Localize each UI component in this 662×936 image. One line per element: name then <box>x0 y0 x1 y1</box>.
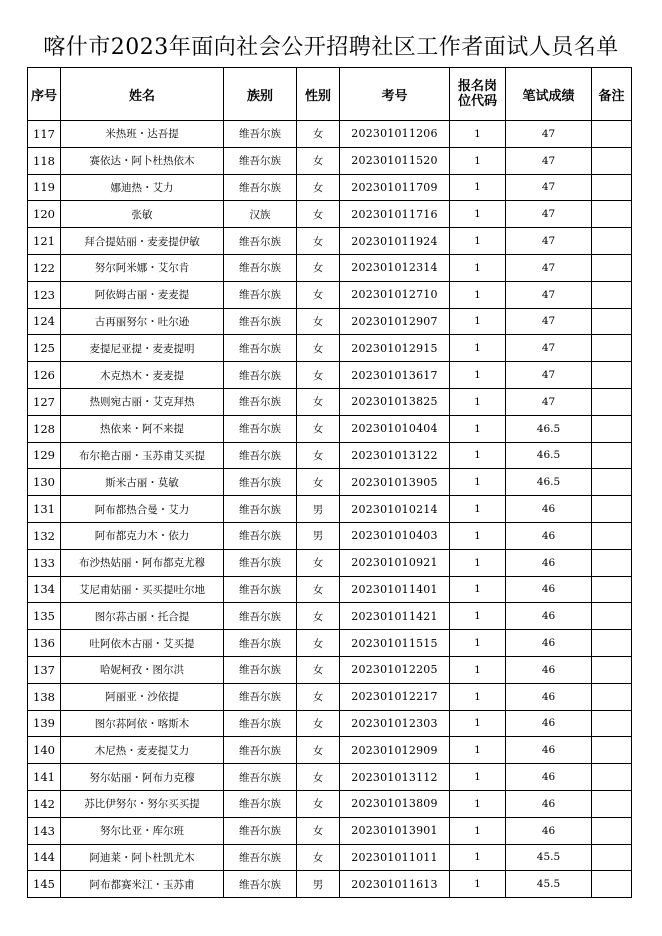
cell-score: 47 <box>506 335 592 362</box>
header-score: 笔试成绩 <box>506 68 592 121</box>
cell-score: 47 <box>506 362 592 389</box>
cell-score: 46 <box>506 549 592 576</box>
table-row <box>28 415 632 442</box>
cell-name: 苏比伊努尔・努尔买买提 <box>61 790 224 817</box>
cell-score: 46.5 <box>506 442 592 469</box>
cell-gender: 女 <box>297 683 340 710</box>
cell-remarks <box>592 737 632 764</box>
cell-position-code: 1 <box>450 710 506 737</box>
cell-seq: 139 <box>28 710 61 737</box>
cell-gender: 女 <box>297 201 340 228</box>
table-row <box>28 228 632 255</box>
table-row <box>28 121 632 148</box>
cell-position-code: 1 <box>450 147 506 174</box>
table-row <box>28 469 632 496</box>
cell-ethnicity: 维吾尔族 <box>224 308 297 335</box>
cell-position-code: 1 <box>450 442 506 469</box>
header-exam-no: 考号 <box>340 68 450 121</box>
cell-position-code: 1 <box>450 844 506 871</box>
table-row <box>28 254 632 281</box>
cell-score: 46 <box>506 603 592 630</box>
cell-ethnicity: 维吾尔族 <box>224 656 297 683</box>
table-row <box>28 442 632 469</box>
cell-name: 阿布都克力木・依力 <box>61 522 224 549</box>
cell-remarks <box>592 174 632 201</box>
cell-ethnicity: 维吾尔族 <box>224 683 297 710</box>
cell-exam-no: 202301010921 <box>340 549 450 576</box>
cell-position-code: 1 <box>450 469 506 496</box>
table-row <box>28 737 632 764</box>
cell-exam-no: 202301013809 <box>340 790 450 817</box>
table-row <box>28 656 632 683</box>
cell-position-code: 1 <box>450 817 506 844</box>
cell-gender: 女 <box>297 174 340 201</box>
cell-ethnicity: 维吾尔族 <box>224 121 297 148</box>
cell-remarks <box>592 630 632 657</box>
cell-seq: 128 <box>28 415 61 442</box>
cell-score: 47 <box>506 174 592 201</box>
cell-seq: 135 <box>28 603 61 630</box>
cell-ethnicity: 维吾尔族 <box>224 817 297 844</box>
cell-gender: 女 <box>297 790 340 817</box>
cell-name: 努尔姑丽・阿布力克穆 <box>61 764 224 791</box>
cell-exam-no: 202301012909 <box>340 737 450 764</box>
cell-seq: 119 <box>28 174 61 201</box>
cell-exam-no: 202301011421 <box>340 603 450 630</box>
cell-name: 张敏 <box>61 201 224 228</box>
cell-position-code: 1 <box>450 656 506 683</box>
header-gender: 性别 <box>297 68 340 121</box>
cell-seq: 125 <box>28 335 61 362</box>
table-row <box>28 388 632 415</box>
cell-score: 46 <box>506 656 592 683</box>
cell-exam-no: 202301010403 <box>340 522 450 549</box>
cell-gender: 男 <box>297 522 340 549</box>
table-row <box>28 710 632 737</box>
cell-exam-no: 202301011206 <box>340 121 450 148</box>
cell-seq: 126 <box>28 362 61 389</box>
header-position-code-line2: 位代码 <box>457 94 497 109</box>
cell-remarks <box>592 308 632 335</box>
cell-name: 赛依达・阿卜杜热依木 <box>61 147 224 174</box>
cell-remarks <box>592 683 632 710</box>
cell-position-code: 1 <box>450 549 506 576</box>
cell-exam-no: 202301011011 <box>340 844 450 871</box>
cell-score: 46 <box>506 710 592 737</box>
cell-ethnicity: 维吾尔族 <box>224 576 297 603</box>
cell-remarks <box>592 281 632 308</box>
cell-exam-no: 202301011924 <box>340 228 450 255</box>
cell-position-code: 1 <box>450 603 506 630</box>
cell-ethnicity: 维吾尔族 <box>224 442 297 469</box>
cell-ethnicity: 维吾尔族 <box>224 174 297 201</box>
cell-exam-no: 202301012217 <box>340 683 450 710</box>
cell-exam-no: 202301010214 <box>340 496 450 523</box>
cell-exam-no: 202301012710 <box>340 281 450 308</box>
table-row <box>28 362 632 389</box>
cell-seq: 129 <box>28 442 61 469</box>
cell-position-code: 1 <box>450 522 506 549</box>
cell-seq: 137 <box>28 656 61 683</box>
cell-remarks <box>592 147 632 174</box>
cell-ethnicity: 维吾尔族 <box>224 469 297 496</box>
cell-position-code: 1 <box>450 308 506 335</box>
cell-score: 46 <box>506 737 592 764</box>
cell-seq: 118 <box>28 147 61 174</box>
cell-exam-no: 202301013905 <box>340 469 450 496</box>
cell-remarks <box>592 790 632 817</box>
cell-remarks <box>592 469 632 496</box>
table-row <box>28 281 632 308</box>
cell-position-code: 1 <box>450 281 506 308</box>
cell-gender: 女 <box>297 469 340 496</box>
cell-gender: 女 <box>297 415 340 442</box>
cell-gender: 女 <box>297 603 340 630</box>
cell-position-code: 1 <box>450 576 506 603</box>
cell-ethnicity: 维吾尔族 <box>224 415 297 442</box>
cell-ethnicity: 维吾尔族 <box>224 764 297 791</box>
table-row <box>28 576 632 603</box>
cell-score: 45.5 <box>506 844 592 871</box>
cell-name: 木克热木・麦麦提 <box>61 362 224 389</box>
cell-exam-no: 202301012314 <box>340 254 450 281</box>
cell-ethnicity: 维吾尔族 <box>224 335 297 362</box>
cell-score: 46 <box>506 630 592 657</box>
cell-gender: 女 <box>297 442 340 469</box>
cell-gender: 女 <box>297 710 340 737</box>
cell-exam-no: 202301013901 <box>340 817 450 844</box>
cell-exam-no: 202301011709 <box>340 174 450 201</box>
cell-ethnicity: 维吾尔族 <box>224 496 297 523</box>
cell-remarks <box>592 388 632 415</box>
cell-score: 46 <box>506 817 592 844</box>
cell-score: 47 <box>506 281 592 308</box>
cell-position-code: 1 <box>450 871 506 898</box>
cell-position-code: 1 <box>450 174 506 201</box>
cell-exam-no: 202301011515 <box>340 630 450 657</box>
cell-position-code: 1 <box>450 737 506 764</box>
cell-name: 古再丽努尔・吐尔逊 <box>61 308 224 335</box>
cell-exam-no: 202301012303 <box>340 710 450 737</box>
cell-score: 46 <box>506 576 592 603</box>
cell-gender: 男 <box>297 496 340 523</box>
cell-ethnicity: 维吾尔族 <box>224 522 297 549</box>
cell-name: 拜合提姑丽・麦麦提伊敏 <box>61 228 224 255</box>
cell-ethnicity: 维吾尔族 <box>224 281 297 308</box>
cell-remarks <box>592 549 632 576</box>
cell-ethnicity: 汉族 <box>224 201 297 228</box>
cell-ethnicity: 维吾尔族 <box>224 710 297 737</box>
cell-name: 布尔艳古丽・玉苏甫艾买提 <box>61 442 224 469</box>
cell-remarks <box>592 576 632 603</box>
table-row <box>28 630 632 657</box>
table-row <box>28 817 632 844</box>
cell-ethnicity: 维吾尔族 <box>224 388 297 415</box>
header-position-code <box>450 68 506 121</box>
cell-exam-no: 202301011401 <box>340 576 450 603</box>
cell-position-code: 1 <box>450 228 506 255</box>
cell-score: 46 <box>506 496 592 523</box>
cell-seq: 122 <box>28 254 61 281</box>
cell-ethnicity: 维吾尔族 <box>224 737 297 764</box>
cell-score: 46 <box>506 790 592 817</box>
cell-exam-no: 202301012915 <box>340 335 450 362</box>
cell-seq: 143 <box>28 817 61 844</box>
cell-gender: 女 <box>297 630 340 657</box>
cell-exam-no: 202301012907 <box>340 308 450 335</box>
cell-exam-no: 202301010404 <box>340 415 450 442</box>
cell-remarks <box>592 415 632 442</box>
header-remarks: 备注 <box>592 68 632 121</box>
cell-score: 46 <box>506 764 592 791</box>
cell-position-code: 1 <box>450 630 506 657</box>
table-row <box>28 522 632 549</box>
cell-ethnicity: 维吾尔族 <box>224 844 297 871</box>
cell-ethnicity: 维吾尔族 <box>224 871 297 898</box>
cell-score: 47 <box>506 201 592 228</box>
cell-remarks <box>592 710 632 737</box>
cell-seq: 121 <box>28 228 61 255</box>
cell-seq: 140 <box>28 737 61 764</box>
cell-remarks <box>592 228 632 255</box>
cell-score: 47 <box>506 254 592 281</box>
cell-name: 图尔荪阿依・喀斯木 <box>61 710 224 737</box>
table-row <box>28 496 632 523</box>
cell-seq: 134 <box>28 576 61 603</box>
cell-name: 哈妮柯孜・图尔洪 <box>61 656 224 683</box>
cell-gender: 女 <box>297 147 340 174</box>
cell-remarks <box>592 442 632 469</box>
table-row <box>28 764 632 791</box>
header-seq: 序号 <box>28 68 61 121</box>
cell-position-code: 1 <box>450 415 506 442</box>
cell-position-code: 1 <box>450 335 506 362</box>
cell-name: 努尔比亚・库尔班 <box>61 817 224 844</box>
cell-gender: 女 <box>297 228 340 255</box>
cell-gender: 女 <box>297 308 340 335</box>
cell-position-code: 1 <box>450 496 506 523</box>
cell-gender: 女 <box>297 121 340 148</box>
header-ethnicity: 族别 <box>224 68 297 121</box>
cell-name: 阿依姆古丽・麦麦提 <box>61 281 224 308</box>
cell-name: 热则宛古丽・艾克拜热 <box>61 388 224 415</box>
cell-name: 木尼热・麦麦提艾力 <box>61 737 224 764</box>
cell-score: 47 <box>506 147 592 174</box>
table-header-row <box>28 68 632 121</box>
table-row <box>28 174 632 201</box>
cell-seq: 120 <box>28 201 61 228</box>
cell-ethnicity: 维吾尔族 <box>224 362 297 389</box>
cell-seq: 131 <box>28 496 61 523</box>
table-row <box>28 871 632 898</box>
table-row <box>28 549 632 576</box>
cell-seq: 133 <box>28 549 61 576</box>
cell-ethnicity: 维吾尔族 <box>224 228 297 255</box>
cell-gender: 女 <box>297 254 340 281</box>
candidate-table <box>27 67 632 898</box>
cell-score: 46.5 <box>506 415 592 442</box>
table-row <box>28 335 632 362</box>
cell-position-code: 1 <box>450 790 506 817</box>
cell-score: 46.5 <box>506 469 592 496</box>
cell-exam-no: 202301011613 <box>340 871 450 898</box>
cell-name: 热依来・阿不来提 <box>61 415 224 442</box>
cell-name: 斯米古丽・莫敏 <box>61 469 224 496</box>
cell-score: 45.5 <box>506 871 592 898</box>
cell-score: 47 <box>506 228 592 255</box>
cell-name: 阿迪莱・阿卜杜凯尤木 <box>61 844 224 871</box>
cell-seq: 136 <box>28 630 61 657</box>
cell-gender: 女 <box>297 335 340 362</box>
cell-position-code: 1 <box>450 683 506 710</box>
cell-exam-no: 202301011716 <box>340 201 450 228</box>
cell-exam-no: 202301013122 <box>340 442 450 469</box>
cell-remarks <box>592 121 632 148</box>
cell-remarks <box>592 603 632 630</box>
cell-exam-no: 202301013112 <box>340 764 450 791</box>
cell-gender: 女 <box>297 281 340 308</box>
cell-gender: 女 <box>297 549 340 576</box>
cell-seq: 132 <box>28 522 61 549</box>
cell-position-code: 1 <box>450 201 506 228</box>
cell-ethnicity: 维吾尔族 <box>224 630 297 657</box>
cell-remarks <box>592 844 632 871</box>
cell-name: 米热班・达吾提 <box>61 121 224 148</box>
cell-seq: 142 <box>28 790 61 817</box>
cell-name: 娜迪热・艾力 <box>61 174 224 201</box>
cell-ethnicity: 维吾尔族 <box>224 603 297 630</box>
cell-remarks <box>592 254 632 281</box>
page-title: 喀什市2023年面向社会公开招聘社区工作者面试人员名单 <box>43 35 619 60</box>
table-row <box>28 790 632 817</box>
cell-gender: 女 <box>297 362 340 389</box>
cell-seq: 130 <box>28 469 61 496</box>
table-row <box>28 844 632 871</box>
cell-score: 47 <box>506 388 592 415</box>
table-row <box>28 603 632 630</box>
cell-position-code: 1 <box>450 388 506 415</box>
cell-name: 阿丽亚・沙依提 <box>61 683 224 710</box>
cell-seq: 144 <box>28 844 61 871</box>
header-position-code-line1: 报名岗 <box>457 79 497 94</box>
cell-name: 麦提尼亚提・麦麦提明 <box>61 335 224 362</box>
cell-remarks <box>592 201 632 228</box>
cell-gender: 女 <box>297 844 340 871</box>
cell-position-code: 1 <box>450 254 506 281</box>
cell-position-code: 1 <box>450 121 506 148</box>
cell-name: 艾尼甫姑丽・买买提吐尔地 <box>61 576 224 603</box>
cell-gender: 女 <box>297 737 340 764</box>
cell-score: 47 <box>506 121 592 148</box>
cell-seq: 127 <box>28 388 61 415</box>
cell-remarks <box>592 522 632 549</box>
cell-remarks <box>592 817 632 844</box>
cell-ethnicity: 维吾尔族 <box>224 254 297 281</box>
table-row <box>28 147 632 174</box>
cell-seq: 145 <box>28 871 61 898</box>
cell-gender: 女 <box>297 576 340 603</box>
cell-name: 布沙热姑丽・阿布都克尤穆 <box>61 549 224 576</box>
cell-position-code: 1 <box>450 362 506 389</box>
cell-remarks <box>592 496 632 523</box>
cell-gender: 女 <box>297 817 340 844</box>
cell-exam-no: 202301011520 <box>340 147 450 174</box>
cell-remarks <box>592 362 632 389</box>
cell-score: 46 <box>506 522 592 549</box>
cell-exam-no: 202301013825 <box>340 388 450 415</box>
cell-name: 努尔阿米娜・艾尔肯 <box>61 254 224 281</box>
cell-seq: 141 <box>28 764 61 791</box>
cell-gender: 女 <box>297 764 340 791</box>
table-row <box>28 683 632 710</box>
cell-seq: 138 <box>28 683 61 710</box>
table-row <box>28 308 632 335</box>
cell-exam-no: 202301012205 <box>340 656 450 683</box>
cell-remarks <box>592 656 632 683</box>
table-row <box>28 201 632 228</box>
cell-ethnicity: 维吾尔族 <box>224 549 297 576</box>
cell-seq: 124 <box>28 308 61 335</box>
cell-seq: 123 <box>28 281 61 308</box>
cell-name: 阿布都热合曼・艾力 <box>61 496 224 523</box>
cell-gender: 女 <box>297 656 340 683</box>
cell-name: 阿布都赛米江・玉苏甫 <box>61 871 224 898</box>
cell-name: 吐阿依木古丽・艾买提 <box>61 630 224 657</box>
cell-score: 46 <box>506 683 592 710</box>
cell-ethnicity: 维吾尔族 <box>224 147 297 174</box>
cell-exam-no: 202301013617 <box>340 362 450 389</box>
cell-seq: 117 <box>28 121 61 148</box>
cell-remarks <box>592 764 632 791</box>
cell-remarks <box>592 335 632 362</box>
header-name: 姓名 <box>61 68 224 121</box>
cell-score: 47 <box>506 308 592 335</box>
cell-gender: 男 <box>297 871 340 898</box>
cell-remarks <box>592 871 632 898</box>
cell-gender: 女 <box>297 388 340 415</box>
cell-position-code: 1 <box>450 764 506 791</box>
cell-ethnicity: 维吾尔族 <box>224 790 297 817</box>
cell-name: 图尔荪古丽・托合提 <box>61 603 224 630</box>
